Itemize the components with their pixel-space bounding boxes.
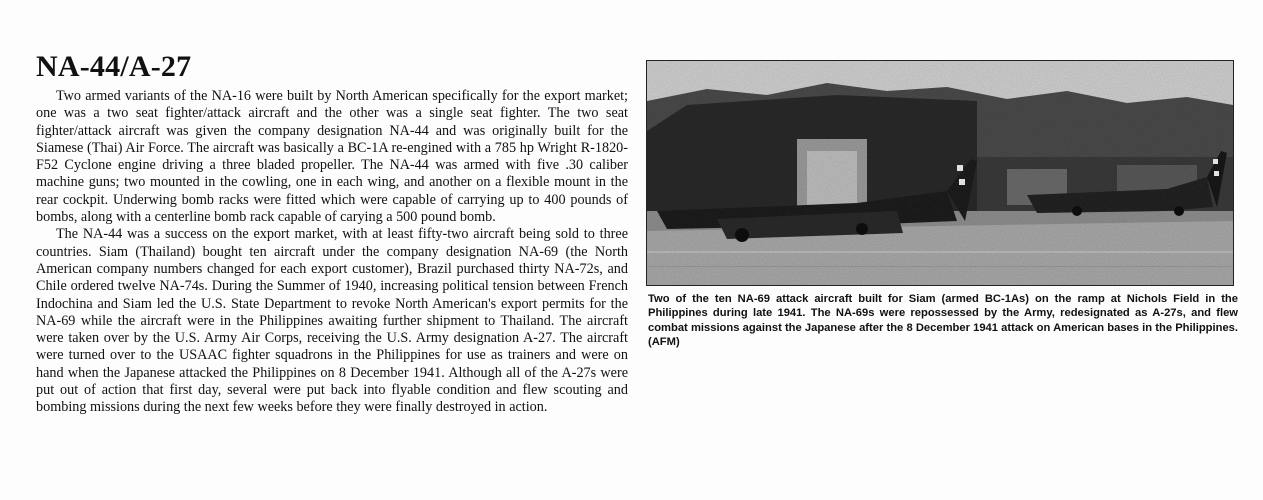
aircraft-photo	[646, 60, 1234, 286]
article-paragraph-1: Two armed variants of the NA-16 were built by North American specifically for the export market; one was a two seat fighter/attack aircraft and the other was a single seat fighter. The two seat fighter/attack aircraft was given the company designation NA-44 and was originally built for the Siamese (Thai) Air Force. The aircraft was basically a BC-1A re-engined with a 785 hp Wright R-1820-F52 Cyclone engine driving a three bladed propeller. The NA-44 was armed with five .30 caliber machine guns; two mounted in the cowling, one in each wing, and another on a flexible mount in the rear cockpit. Underwing bomb racks were fitted which were capable of carrying up to 400 pounds of bombs, along with a centerline bomb rack capable of carying a 500 pound bomb.	[36, 88, 628, 226]
aircraft-photo-illustration	[647, 61, 1233, 285]
article-title: NA-44/A-27	[36, 50, 192, 83]
article-body	[36, 88, 628, 417]
article-paragraph-2: The NA-44 was a success on the export market, with at least fifty-two aircraft being sold to three countries. Siam (Thailand) bought ten aircraft under the company designation NA-69 (the North American company numbers changed for each export customer), Brazil purchased thirty NA-72s, and Chile ordered twelve NA-74s. During the Summer of 1940, increasing political tension between French Indochina and Siam led the U.S. State Department to revoke North American's export permits for the NA-69 while the aircraft were in the Philippines awaiting further shipment to Thailand. The aircraft were taken over by the U.S. Army Air Corps, receiving the U.S. Army designation A-27. The aircraft were turned over to the USAAC fighter squadrons in the Philippines for use as trainers and were on hand when the Japanese attacked the Philippines on 8 December 1941. Although all of the A-27s were put out of action that first day, several were put back into flyable condition and flew scouting and bombing missions during the next few weeks before they were finally destroyed in action.	[36, 226, 628, 416]
photo-caption: Two of the ten NA-69 attack aircraft built for Siam (armed BC-1As) on the ramp at Nichols Field in the Philippines during late 1941. The NA-69s were repossessed by the Army, redesignated as A-27s, and flew combat missions against the Japanese after the 8 December 1941 attack on American bases in the Philippines. (AFM)	[648, 293, 1238, 348]
